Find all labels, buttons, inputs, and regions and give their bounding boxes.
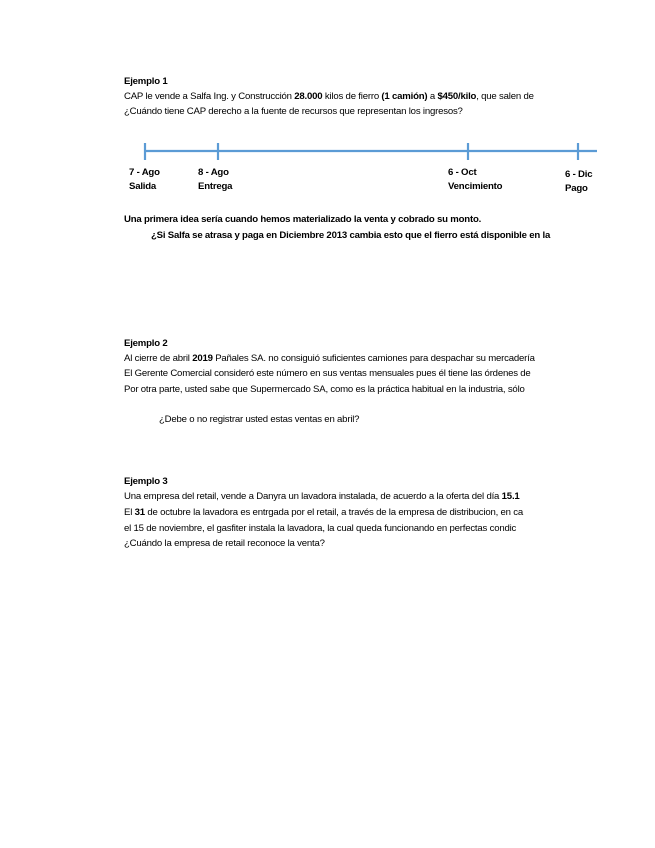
ejemplo3-title: Ejemplo 3 <box>124 476 168 487</box>
ejemplo1-statement: CAP le vende a Salfa Ing. y Construcción 28.000 kilos de fierro (1 camión) a $450/kilo, que salen de <box>124 91 534 102</box>
timeline-chart <box>0 0 655 200</box>
timeline-label-pago: 6 - Dic Pago <box>565 169 593 194</box>
ejemplo2-title: Ejemplo 2 <box>124 338 168 349</box>
ejemplo1-followup-question: ¿Si Salfa se atrasa y paga en Diciembre 2013 cambia esto que el fierro está disponible en la <box>151 230 551 241</box>
ejemplo3-line3: el 15 de noviembre, el gasfiter instala la lavadora, la cual queda funcionando en perfectas condic <box>124 523 517 534</box>
ejemplo2-line2: El Gerente Comercial consideró este número en sus ventas mensuales pues él tiene las órdenes de <box>124 368 531 379</box>
ejemplo1-question: ¿Cuándo tiene CAP derecho a la fuente de recursos que representan los ingresos? <box>124 106 463 117</box>
ejemplo3-question: ¿Cuándo la empresa de retail reconoce la venta? <box>124 538 325 549</box>
ejemplo2-line1: Al cierre de abril 2019 Pañales SA. no consiguió suficientes camiones para despachar su mercadería <box>124 353 535 364</box>
timeline-label-entrega: 8 - Ago Entrega <box>198 167 233 192</box>
ejemplo3-line1: Una empresa del retail, vende a Danyra un lavadora instalada, de acuerdo a la oferta del día 15.1 <box>124 491 520 502</box>
ejemplo2-line3: Por otra parte, usted sabe que Supermercado SA, como es la práctica habitual en la industria, sólo <box>124 384 525 395</box>
timeline-label-salida: 7 - Ago Salida <box>129 167 160 192</box>
timeline-label-vencimiento: 6 - Oct Vencimiento <box>448 167 503 192</box>
ejemplo1-idea: Una primera idea sería cuando hemos materializado la venta y cobrado su monto. <box>124 214 482 225</box>
ejemplo1-title: Ejemplo 1 <box>124 76 168 87</box>
ejemplo2-question: ¿Debe o no registrar usted estas ventas en abril? <box>159 414 360 425</box>
ejemplo3-line2: El 31 de octubre la lavadora es entrgada por el retail, a través de la empresa de distribucion, en ca <box>124 507 523 518</box>
